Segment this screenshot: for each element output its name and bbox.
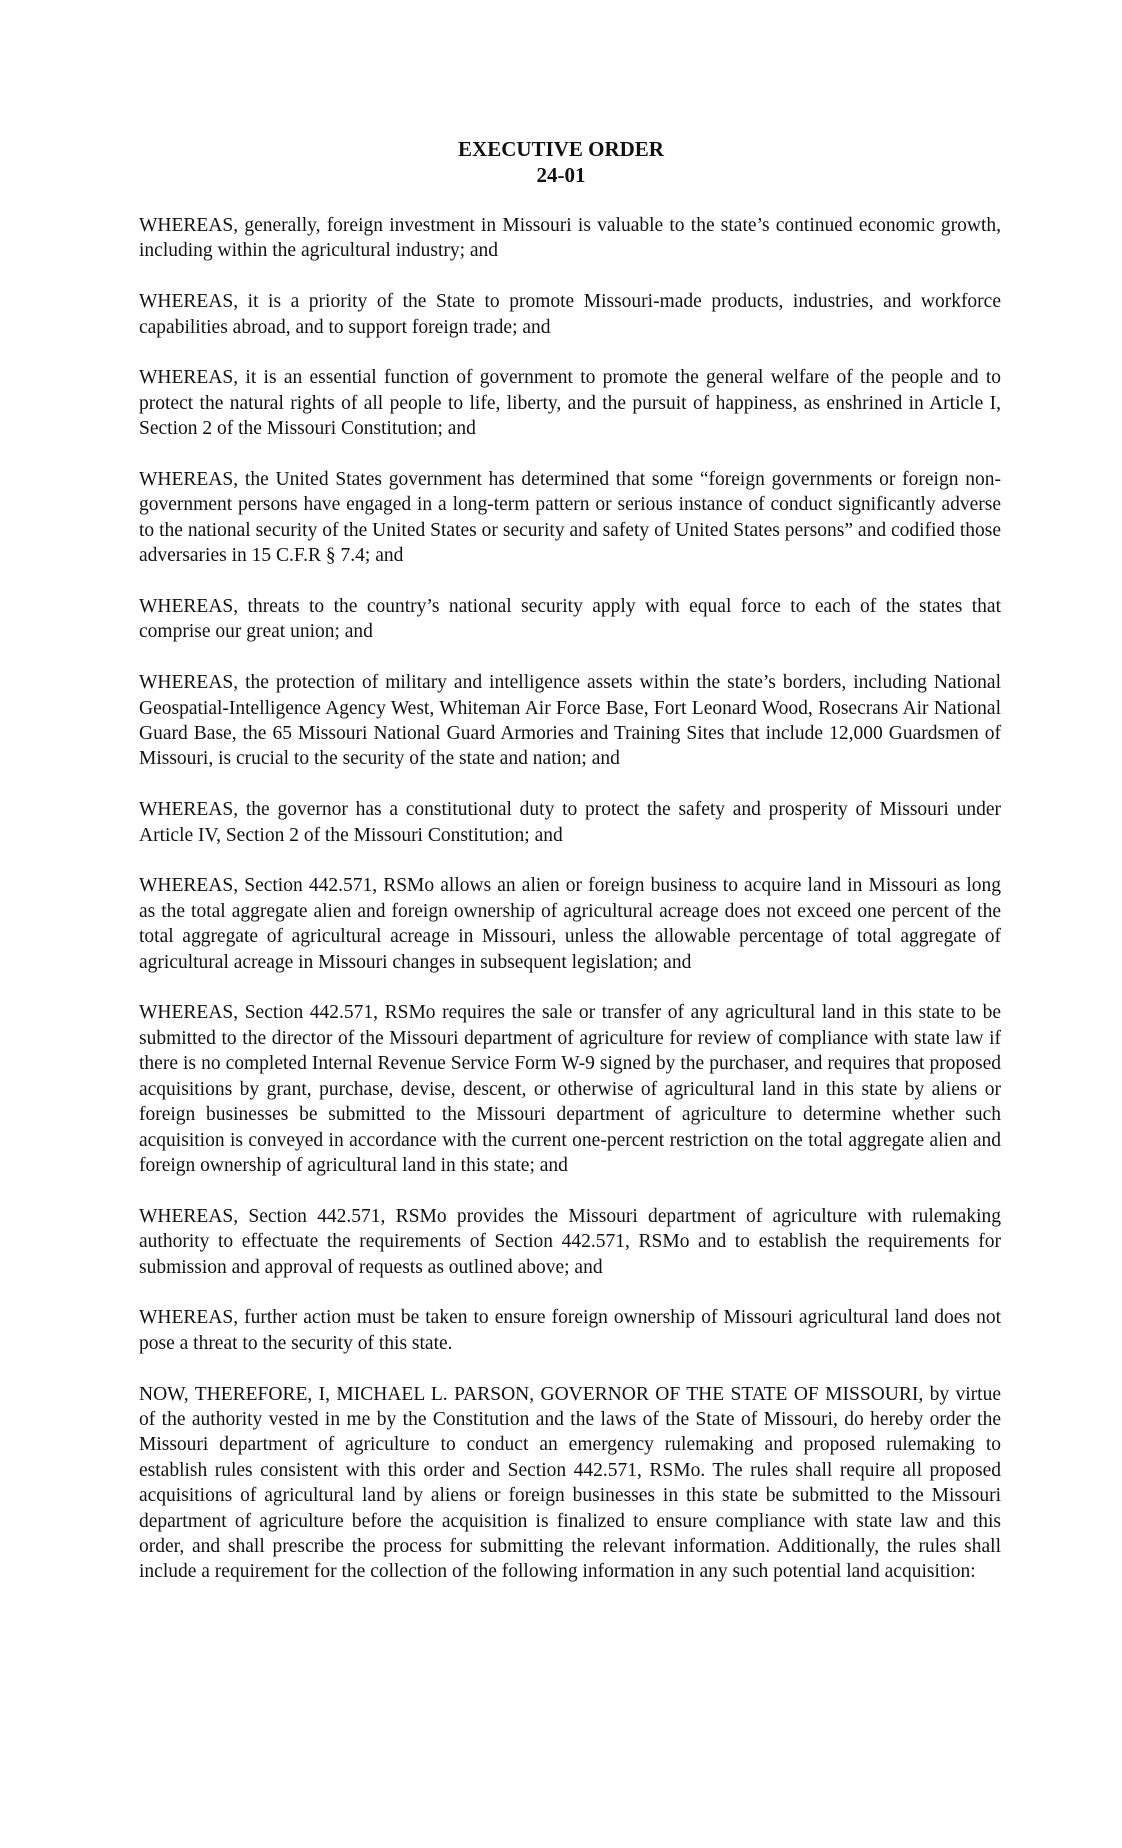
paragraph: WHEREAS, Section 442.571, RSMo requires the sale or transfer of any agricultural land in this state to be submitted to the director of the Missouri department of agriculture for review of compliance with state law if there is no completed Internal Revenue Service Form W-9 signed by the purchaser, and requires that proposed acquisitions by grant, purchase, devise, descent, or otherwise of agricultural land in this state by aliens or foreign businesses be submitted to the Missouri department of agriculture to determine whether such acquisition is conveyed in accordance with the current one-percent restriction on the total aggregate alien and foreign ownership of agricultural land in this state; and <box>139 1002 1001 1176</box>
paragraph: WHEREAS, Section 442.571, RSMo provides the Missouri department of agriculture with rulemaking authority to effectuate the requirements of Section 442.571, RSMo and to establish the requirements for submission and approval of requests as outlined above; and <box>139 1205 1001 1278</box>
document-body <box>139 213 1001 1610</box>
paragraph: WHEREAS, generally, foreign investment in Missouri is valuable to the state’s continued economic growth, including within the agricultural industry; and <box>139 215 1001 262</box>
paragraph: WHEREAS, it is an essential function of government to promote the general welfare of the people and to protect the natural rights of all people to life, liberty, and the pursuit of happiness, as enshrined in Article I, Section 2 of the Missouri Constitution; and <box>139 367 1001 440</box>
paragraph: WHEREAS, the United States government has determined that some “foreign governments or foreign non-government persons have engaged in a long-term pattern or serious instance of conduct significantly adverse to the national security of the United States or security and safety of United States persons” and codified those adversaries in 15 C.F.R § 7.4; and <box>139 469 1001 567</box>
paragraph: WHEREAS, further action must be taken to ensure foreign ownership of Missouri agricultural land does not pose a threat to the security of this state. <box>139 1307 1001 1354</box>
paragraph: WHEREAS, threats to the country’s national security apply with equal force to each of the states that comprise our great union; and <box>139 596 1001 643</box>
paragraph: NOW, THEREFORE, I, MICHAEL L. PARSON, GOVERNOR OF THE STATE OF MISSOURI, by virtue of the authority vested in me by the Constitution and the laws of the State of Missouri, do hereby order the Missouri department of agriculture to conduct an emergency rulemaking and proposed rulemaking to establish rules consistent with this order and Section 442.571, RSMo. The rules shall require all proposed acquisitions of agricultural land by aliens or foreign businesses in this state be submitted to the Missouri department of agriculture before the acquisition is finalized to ensure compliance with state law and this order, and shall prescribe the process for submitting the relevant information. Additionally, the rules shall include a requirement for the collection of the following information in any such potential land acquisition: <box>139 1383 1001 1583</box>
document-title: EXECUTIVE ORDER <box>458 137 664 161</box>
paragraph: WHEREAS, the protection of military and intelligence assets within the state’s borders, including National Geospatial-Intelligence Agency West, Whiteman Air Force Base, Fort Leonard Wood, Rosecrans Air National Guard Base, the 65 Missouri National Guard Armories and Training Sites that include 12,000 Guardsmen of Missouri, is crucial to the security of the state and nation; and <box>139 672 1001 770</box>
order-number: 24-01 <box>536 163 586 187</box>
paragraph: WHEREAS, Section 442.571, RSMo allows an alien or foreign business to acquire land in Missouri as long as the total aggregate alien and foreign ownership of agricultural acreage does not exceed one percent of the total aggregate of agricultural acreage in Missouri, unless the allowable percentage of total aggregate of agricultural acreage in Missouri changes in subsequent legislation; and <box>139 875 1001 973</box>
paragraph: WHEREAS, the governor has a constitutional duty to protect the safety and prosperity of Missouri under Article IV, Section 2 of the Missouri Constitution; and <box>139 799 1001 846</box>
paragraph: WHEREAS, it is a priority of the State to promote Missouri-made products, industries, and workforce capabilities abroad, and to support foreign trade; and <box>139 291 1001 338</box>
